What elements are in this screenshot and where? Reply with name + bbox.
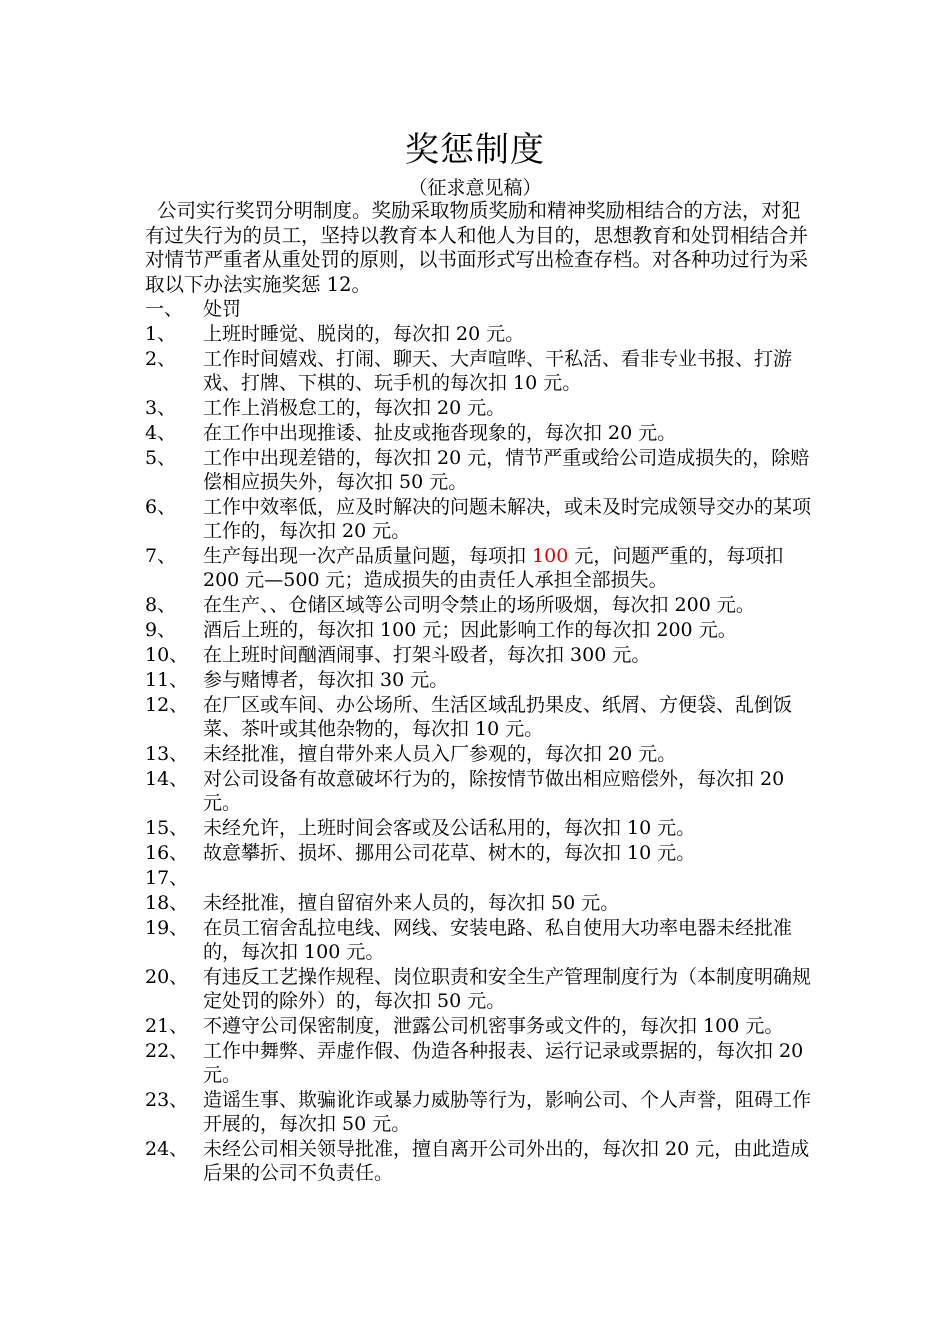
list-item: [145, 668, 825, 692]
list-item-number: 9、: [145, 619, 177, 641]
list-item-text: 未经批准，擅自带外来人员入厂参观的，每次扣 20 元。: [203, 743, 677, 765]
list-item: [145, 593, 825, 617]
list-item-text: 造谣生事、欺骗讹诈或暴力威胁等行为，影响公司、个人声誉，阻碍工作开展的，每次扣 50 元。: [203, 1089, 812, 1135]
list-item: [145, 544, 825, 592]
list-item-number: 2、: [145, 348, 177, 370]
list-item-number: 13、: [145, 743, 189, 765]
list-item-number: 24、: [145, 1138, 189, 1160]
list-item-number: 12、: [145, 694, 189, 716]
penalty-list: [145, 322, 825, 1186]
list-item-text: 在厂区或车间、办公场所、生活区域乱扔果皮、纸屑、方便袋、乱倒饭菜、茶叶或其他杂物的，每次扣 10 元。: [203, 694, 793, 740]
list-item-text: 在员工宿舍乱拉电线、网线、安装电路、私自使用大功率电器未经批准的，每次扣 100 元。: [203, 917, 793, 963]
list-item-text: 未经允许，上班时间会客或及公话私用的，每次扣 10 元。: [203, 817, 696, 839]
section-number: 一、: [145, 298, 184, 320]
list-item: [145, 841, 825, 865]
list-item-number: 19、: [145, 917, 189, 939]
list-item: [145, 1014, 825, 1038]
list-item: [145, 347, 825, 395]
list-item: [145, 1137, 825, 1185]
list-item-text: 有违反工艺操作规程、岗位职责和安全生产管理制度行为（本制度明确规定处罚的除外）的，每次扣 50 元。: [203, 966, 812, 1012]
list-item-number: 3、: [145, 397, 177, 419]
list-item: [145, 446, 825, 494]
list-item-number: 17、: [145, 867, 189, 889]
document-title: 奖惩制度: [405, 130, 545, 170]
list-item: [145, 891, 825, 915]
intro-paragraph: 公司实行奖罚分明制度。奖励采取物质奖励和精神奖励相结合的方法，对犯有过失行为的员工，坚持以教育本人和他人为目的，思想教育和处罚相结合并对情节严重者从重处罚的原则，以书面形式写出检查存档。对各种功过行为采取以下办法实施奖惩 12。: [145, 199, 809, 296]
list-item-number: 4、: [145, 422, 177, 444]
document-subtitle: （征求意见稿）: [408, 177, 542, 199]
section-heading: [145, 297, 241, 321]
list-item-number: 20、: [145, 966, 189, 988]
list-item: [145, 1088, 825, 1136]
list-item: [145, 322, 825, 346]
list-item-number: 18、: [145, 892, 189, 914]
list-item-number: 6、: [145, 496, 177, 518]
list-item-text: 工作中效率低，应及时解决的问题未解决，或未及时完成领导交办的某项工作的，每次扣 20 元。: [203, 496, 812, 542]
list-item: [145, 866, 825, 890]
section-label: 处罚: [203, 298, 242, 320]
list-item-number: 8、: [145, 594, 177, 616]
list-item-text: 参与赌博者，每次扣 30 元。: [203, 669, 449, 691]
list-item-number: 22、: [145, 1040, 189, 1062]
list-item-text: [203, 866, 813, 890]
list-item-number: 23、: [145, 1089, 189, 1111]
list-item-text: 在上班时间酗酒闹事、打架斗殴者，每次扣 300 元。: [203, 644, 651, 666]
list-item: [145, 916, 825, 964]
list-item-number: 14、: [145, 768, 189, 790]
list-item-text: 酒后上班的，每次扣 100 元；因此影响工作的每次扣 200 元。: [203, 619, 737, 641]
list-item-number: 15、: [145, 817, 189, 839]
list-item: [145, 495, 825, 543]
list-item-text: 工作时间嬉戏、打闹、聊天、大声喧哗、干私活、看非专业书报、打游戏、打牌、下棋的、玩手机的每次扣 10 元。: [203, 348, 793, 394]
list-item-text: 故意攀折、损坏、挪用公司花草、树木的，每次扣 10 元。: [203, 842, 696, 864]
list-item-number: 16、: [145, 842, 189, 864]
list-item: [145, 767, 825, 815]
list-item: [145, 742, 825, 766]
list-item: [145, 618, 825, 642]
list-item-number: 7、: [145, 545, 177, 567]
list-item-number: 1、: [145, 323, 177, 345]
list-item-text: 未经批准，擅自留宿外来人员的，每次扣 50 元。: [203, 892, 620, 914]
list-item-text: 上班时睡觉、脱岗的，每次扣 20 元。: [203, 323, 525, 345]
list-item-text: 工作上消极怠工的，每次扣 20 元。: [203, 397, 506, 419]
list-item-text: 工作中出现差错的，每次扣 20 元，情节严重或给公司造成损失的，除赔偿相应损失外，每次扣 50 元。: [203, 447, 810, 493]
list-item-text: 不遵守公司保密制度，泄露公司机密事务或文件的，每次扣 100 元。: [203, 1015, 784, 1037]
list-item-text: 工作中舞弊、弄虚作假、伪造各种报表、运行记录或票据的，每次扣 20 元。: [203, 1040, 804, 1086]
list-item-text: 在生产、、仓储区域等公司明令禁止的场所吸烟，每次扣 200 元。: [203, 594, 755, 616]
list-item-number: 21、: [145, 1015, 189, 1037]
list-item: [145, 396, 825, 420]
list-item: [145, 643, 825, 667]
list-item: [145, 965, 825, 1013]
list-item: [145, 1039, 825, 1087]
list-item-number: 11、: [145, 669, 189, 691]
list-item-text: [203, 544, 813, 592]
list-item-number: 10、: [145, 644, 189, 666]
list-item-text: 对公司设备有故意破坏行为的，除按情节做出相应赔偿外，每次扣 20 元。: [203, 768, 785, 814]
highlighted-amount: 100: [532, 545, 569, 567]
list-item-text-part: 元，问题严重的，每项扣 200 元—500 元；造成损失的由责任人承担全部损失。: [203, 545, 784, 591]
list-item-text-part: 生产每出现一次产品质量问题，每项扣: [203, 545, 533, 567]
list-item: [145, 693, 825, 741]
list-item-text: 未经公司相关领导批准，擅自离开公司外出的，每次扣 20 元，由此造成后果的公司不负责任。: [203, 1138, 810, 1184]
list-item-text: 在工作中出现推诿、扯皮或拖沓现象的，每次扣 20 元。: [203, 422, 677, 444]
list-item: [145, 816, 825, 840]
list-item: [145, 421, 825, 445]
list-item-number: 5、: [145, 447, 177, 469]
